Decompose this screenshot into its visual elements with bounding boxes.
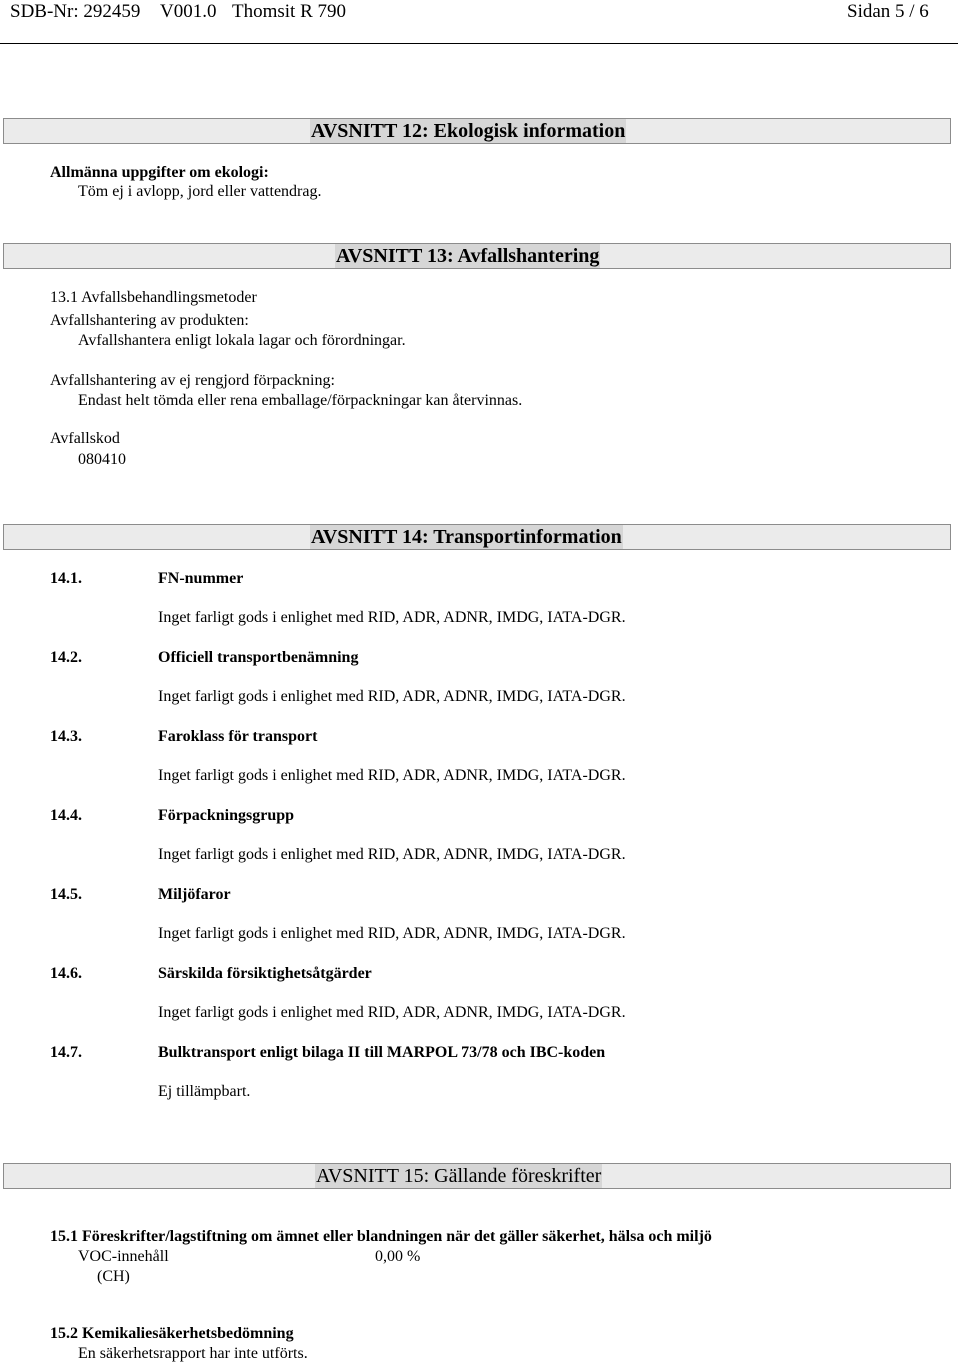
product-name: Thomsit R 790 — [232, 1, 347, 22]
ecology-general-label: Allmänna uppgifter om ekologi: — [50, 164, 269, 181]
section-15-title: AVSNITT 15: Gällande föreskrifter — [316, 1165, 602, 1187]
section-12-title: AVSNITT 12: Ekologisk information — [311, 120, 626, 142]
safety-assessment-heading: 15.2 Kemikaliesäkerhetsbedömning — [50, 1325, 294, 1342]
sdb-number: SDB-Nr: 292459 — [10, 1, 141, 22]
transport-item-text: Inget farligt gods i enlighet med RID, ADR, ADNR, IMDG, IATA-DGR. — [158, 767, 626, 784]
transport-item-label: Miljöfaror — [158, 886, 231, 903]
transport-item-label: Bulktransport enligt bilaga II till MARPOL 73/78 och IBC-koden — [158, 1044, 606, 1061]
regulations-heading: 15.1 Föreskrifter/lagstiftning om ämnet eller blandningen när det gäller säkerhet, hälsa och miljö — [50, 1228, 712, 1245]
transport-item-label: Förpackningsgrupp — [158, 807, 295, 824]
section-15-bar — [3, 1163, 951, 1189]
transport-item-number: 14.1. — [50, 570, 82, 587]
transport-item-text: Inget farligt gods i enlighet med RID, ADR, ADNR, IMDG, IATA-DGR. — [158, 925, 626, 942]
voc-value: 0,00 % — [375, 1248, 421, 1265]
page-number: Sidan 5 / 6 — [847, 1, 929, 22]
transport-item-number: 14.3. — [50, 728, 82, 745]
transport-item-label: Faroklass för transport — [158, 728, 318, 745]
waste-product-label: Avfallshantering av produkten: — [50, 312, 249, 329]
transport-item-number: 14.7. — [50, 1044, 82, 1061]
section-14-title: AVSNITT 14: Transportinformation — [311, 526, 622, 548]
transport-item-number: 14.6. — [50, 965, 82, 982]
transport-item-label: Officiell transportbenämning — [158, 649, 359, 666]
section-14-bar — [3, 524, 951, 550]
safety-assessment-text: En säkerhetsrapport har inte utförts. — [78, 1345, 308, 1362]
waste-methods-heading: 13.1 Avfallsbehandlingsmetoder — [50, 289, 257, 306]
transport-item-label: Särskilda försiktighetsåtgärder — [158, 965, 372, 982]
transport-item-text: Inget farligt gods i enlighet med RID, ADR, ADNR, IMDG, IATA-DGR. — [158, 609, 626, 626]
ecology-general-text: Töm ej i avlopp, jord eller vattendrag. — [78, 183, 322, 200]
section-13-bar — [3, 243, 951, 269]
header-divider — [0, 43, 958, 44]
transport-item-number: 14.2. — [50, 649, 82, 666]
voc-label: VOC-innehåll — [78, 1248, 169, 1265]
transport-item-label: FN-nummer — [158, 570, 244, 587]
transport-item-text: Ej tillämpbart. — [158, 1083, 251, 1100]
transport-item-number: 14.4. — [50, 807, 82, 824]
document-version: V001.0 — [160, 1, 217, 22]
waste-code-value: 080410 — [78, 451, 126, 468]
transport-item-text: Inget farligt gods i enlighet med RID, ADR, ADNR, IMDG, IATA-DGR. — [158, 1004, 626, 1021]
section-12-bar — [3, 118, 951, 144]
transport-item-number: 14.5. — [50, 886, 82, 903]
waste-product-text: Avfallshantera enligt lokala lagar och förordningar. — [78, 332, 406, 349]
waste-packaging-label: Avfallshantering av ej rengjord förpackning: — [50, 372, 335, 389]
transport-item-text: Inget farligt gods i enlighet med RID, ADR, ADNR, IMDG, IATA-DGR. — [158, 688, 626, 705]
section-13-title: AVSNITT 13: Avfallshantering — [336, 245, 600, 267]
transport-item-text: Inget farligt gods i enlighet med RID, ADR, ADNR, IMDG, IATA-DGR. — [158, 846, 626, 863]
waste-code-label: Avfallskod — [50, 430, 120, 447]
waste-packaging-text: Endast helt tömda eller rena emballage/förpackningar kan återvinnas. — [78, 392, 523, 409]
voc-region: (CH) — [97, 1268, 130, 1285]
